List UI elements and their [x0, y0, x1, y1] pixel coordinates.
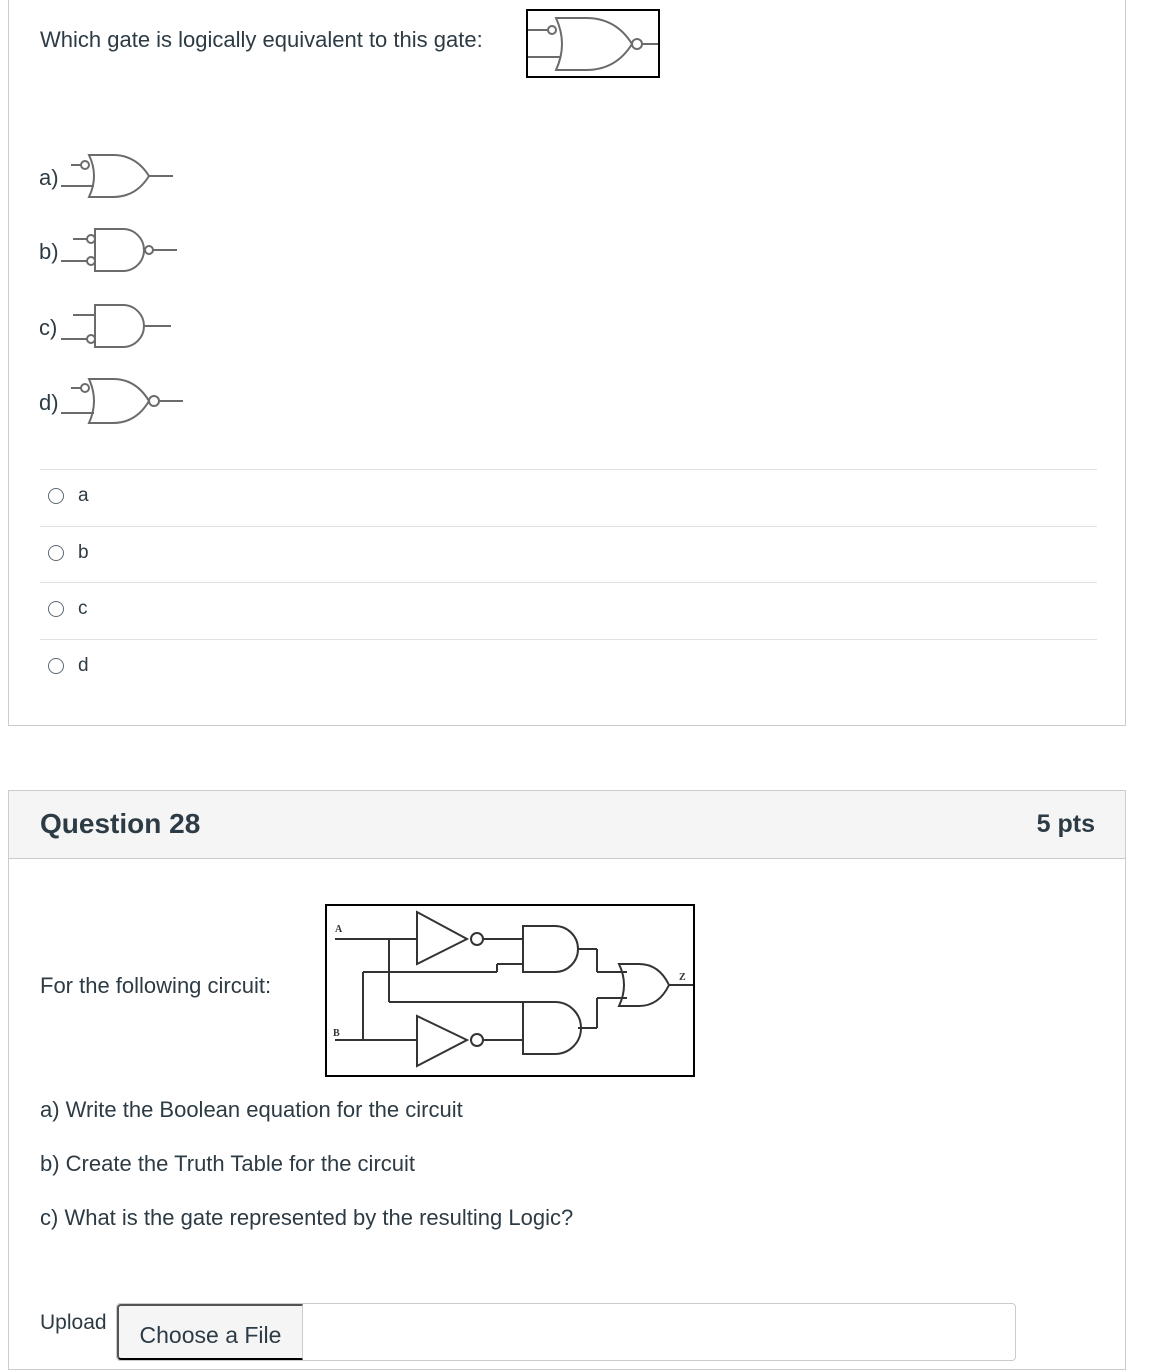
radio-button[interactable]: [48, 488, 64, 504]
input-a-label: A: [335, 924, 343, 935]
choose-file-button[interactable]: Choose a File: [117, 1304, 303, 1360]
question-title: Question 28: [40, 808, 201, 839]
answer-option-a[interactable]: [40, 469, 1097, 525]
and-gate-inverted-input-icon: [61, 301, 181, 351]
nand-gate-inverted-inputs-icon: [61, 225, 181, 275]
answer-option-b[interactable]: [40, 526, 1097, 582]
question-points: 5 pts: [1036, 810, 1095, 838]
question-27-card: [8, 0, 1126, 726]
question-part-a: a) Write the Boolean equation for the circuit: [40, 1097, 463, 1122]
circuit-diagram: [325, 904, 695, 1077]
question-header: [9, 791, 1125, 859]
answer-label[interactable]: d: [78, 655, 89, 676]
option-c-label: c): [39, 315, 58, 340]
answer-option-c[interactable]: [40, 582, 1097, 638]
question-28-card: [8, 790, 1126, 1370]
output-z-label: Z: [679, 972, 686, 983]
radio-button[interactable]: [48, 601, 64, 617]
question-intro: For the following circuit:: [40, 973, 272, 998]
answer-option-d[interactable]: [40, 639, 1097, 695]
reference-gate-icon: [526, 9, 660, 78]
option-d-label: d): [39, 390, 59, 415]
option-b-label: b): [39, 239, 59, 264]
answer-label[interactable]: a: [78, 485, 89, 506]
answer-label[interactable]: c: [78, 598, 88, 619]
radio-button[interactable]: [48, 545, 64, 561]
answer-label[interactable]: b: [78, 542, 89, 563]
radio-button[interactable]: [48, 658, 64, 674]
nor-gate-inverted-input-icon: [61, 375, 186, 427]
upload-label: Upload: [40, 1311, 107, 1334]
option-a-label: a): [39, 165, 59, 190]
input-b-label: B: [333, 1028, 340, 1039]
question-part-c: c) What is the gate represented by the resulting Logic?: [40, 1205, 574, 1230]
or-gate-inverted-input-icon: [61, 151, 181, 201]
question-prompt: Which gate is logically equivalent to this gate:: [40, 27, 483, 52]
file-upload-field[interactable]: [116, 1303, 1016, 1361]
question-part-b: b) Create the Truth Table for the circuit: [40, 1151, 415, 1176]
